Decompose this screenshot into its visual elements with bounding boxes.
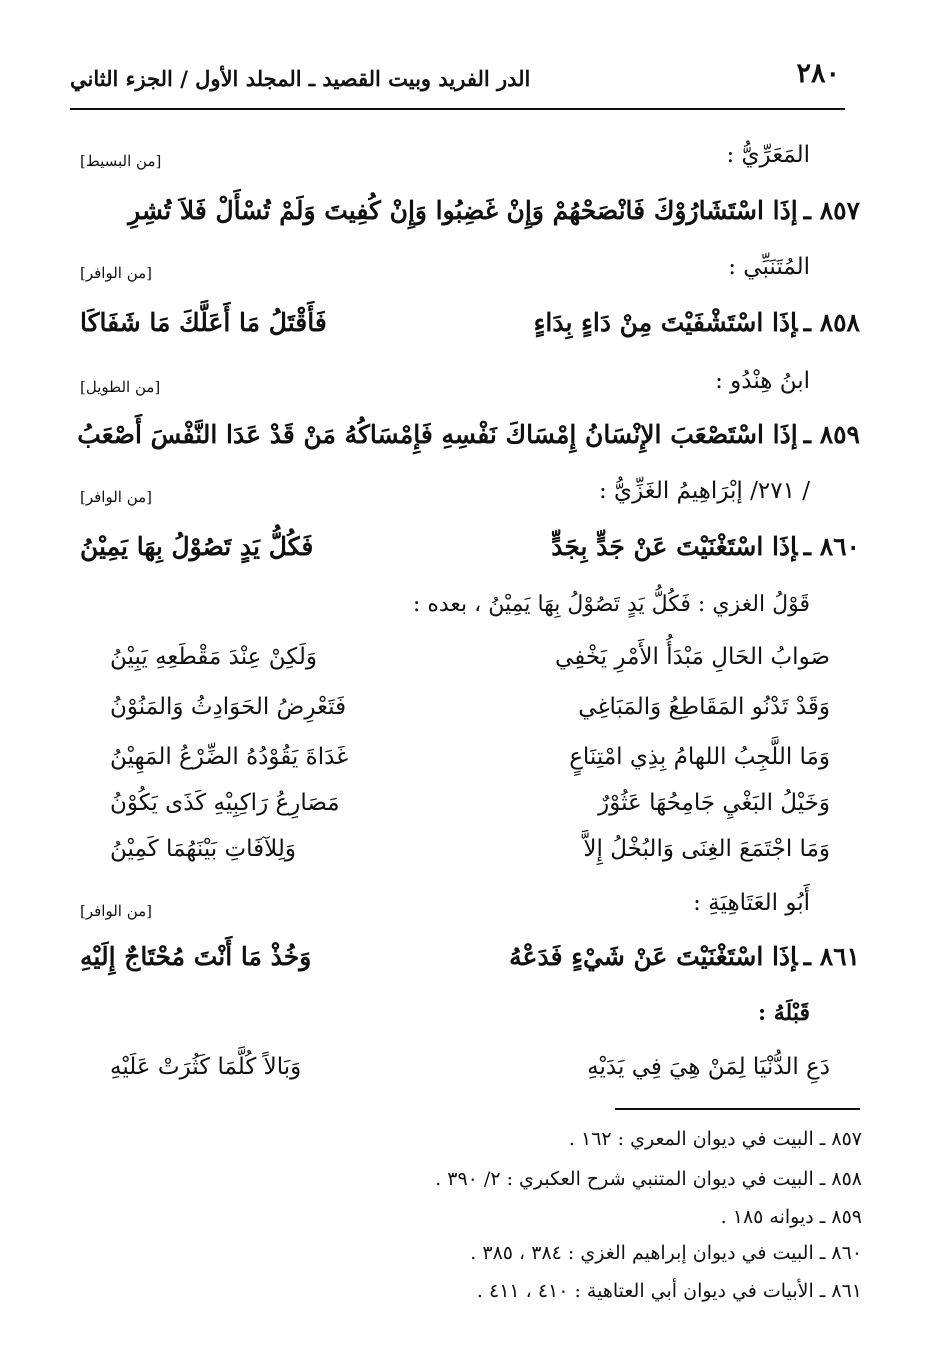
poet-name: أَبُو العَتَاهِيَةِ : (693, 890, 810, 916)
verse-number: ٨٦٠ ـ (803, 532, 860, 561)
poem-row (110, 694, 830, 720)
hemistich-text: إذَا اسْتَشْفَيْتَ مِنْ دَاءٍ بِدَاءٍ (533, 308, 798, 337)
hemistich-left: وَبَالاً كُلَّمَا كَثُرَتْ عَلَيْهِ (110, 1054, 302, 1080)
poet-name: / ٢٧١/ إبْرَاهِيمُ الغَزِّيُّ : (599, 478, 810, 504)
verse-861 (80, 942, 860, 971)
verse-859 (77, 420, 860, 449)
hemistich-left: غَدَاةَ يَقُوْدُهُ الضِّرْعُ المَهِيْنُ (110, 744, 349, 770)
running-header: الدر الفريد وبيت القصيد ـ المجلد الأول / الجزء الثاني (70, 66, 531, 91)
footnote: ٨٥٨ ـ البيت في ديوان المتنبي شرح العكبري : ٢/ ٣٩٠ . (435, 1168, 862, 1190)
footnote: ٨٥٧ ـ البيت في ديوان المعري : ١٦٢ . (568, 1128, 862, 1150)
hemistich-left: وَلِلآفَاتِ بَيْنَهُمَا كَمِيْنُ (110, 836, 296, 862)
page-number: ٢٨٠ (796, 58, 840, 89)
meter-label: [من الوافر] (80, 488, 153, 506)
hemistich-right: وَمَا اللَّجِبُ اللهامُ بِذِي امْتِنَاعٍ (569, 744, 830, 770)
poet-name: ابنُ هِنْدُو : (715, 368, 810, 394)
verse-text: إذَا اسْتَشَارُوْكَ فَانْصَحْهُمْ وَإِنْ غَضِبُوا وَإِنْ كُفِيتَ وَلَمْ تُسْأَلْ فَلاَ تُشِرِ (128, 196, 798, 225)
before-label: قَبْلَهُ : (757, 1000, 810, 1026)
verse-first-hemistich (509, 942, 860, 971)
hemistich-text: إذَا اسْتَغْنَيْتَ عَنْ شَيْءٍ فَدَعْهُ (509, 942, 798, 971)
hemistich-right: دَعِ الدُّنْيَا لِمَنْ هِيَ فِي يَدَيْهِ (587, 1054, 830, 1080)
hemistich-left: مَصَارِعُ رَاكِبِيْهِ كَذَى يَكُوْنُ (110, 790, 340, 816)
verse-858 (80, 308, 860, 337)
poet-name: المَعَرِّيُّ : (726, 142, 810, 168)
verse-first-hemistich (551, 532, 860, 561)
meter-label: [من البسيط] (80, 152, 162, 170)
verse-number: ٨٦١ ـ (803, 942, 860, 971)
hemistich-right: وَمَا اجْتَمَعَ الغِنَى وَالبُخْلُ إِلاَّ (583, 836, 830, 862)
hemistich-left: وَلَكِنْ عِنْدَ مَقْطَعِهِ يَبِيْنُ (110, 644, 318, 670)
footnote-rule (615, 1108, 860, 1110)
poem-row (110, 744, 830, 770)
hemistich-text: إذَا اسْتَغْنَيْتَ عَنْ جَدٍّ بِجَدٍّ (551, 532, 798, 561)
poem-row (110, 790, 830, 816)
verse-number: ٨٥٨ ـ (803, 308, 860, 337)
verse-number: ٨٥٧ ـ (803, 196, 860, 225)
verse-second-hemistich: فَأَقْتَلُ مَا أَعَلَّكَ مَا شَفَاكَا (80, 308, 327, 337)
verse-860 (80, 532, 860, 561)
hemistich-right: صَوابُ الحَالِ مَبْدَأُ الأَمْرِ يَخْفِي (555, 644, 830, 670)
footnote: ٨٦١ ـ الأبيات في ديوان أبي العتاهية : ٤١٠ ، ٤١١ . (476, 1280, 862, 1302)
footnote: ٨٦٠ ـ البيت في ديوان إبراهيم الغزي : ٣٨٤ ، ٣٨٥ . (470, 1242, 862, 1264)
hemistich-right: وَخَيْلُ البَغْيِ جَامِحُهَا عَثُوْرٌ (598, 790, 830, 816)
verse-number: ٨٥٩ ـ (803, 420, 860, 449)
hemistich-left: فَتَعْرِضُ الحَوَادِثُ وَالمَنُوْنُ (110, 694, 347, 720)
verse-first-hemistich (534, 308, 860, 337)
verse-text: إذَا اسْتَصْعَبَ الإِنْسَانُ إِمْسَاكَ نَفْسِهِ فَإِمْسَاكُهُ مَنْ قَدْ عَدَا النَّفْسَ أَصْعَبُ (77, 420, 798, 449)
poem-row (110, 644, 830, 670)
commentary-note: قَوْلُ الغزي : فَكُلُّ يَدٍ تَصُوْلُ بِهَا يَمِيْنُ ، بعده : (412, 592, 810, 617)
meter-label: [من الوافر] (80, 902, 153, 920)
verse-second-hemistich: وَخُذْ مَا أَنْتَ مُحْتَاجٌ إِلَيْهِ (80, 942, 312, 971)
poem-row (110, 1054, 830, 1080)
verse-second-hemistich: فَكُلُّ يَدٍ تَصُوْلُ بِهَا يَمِيْنُ (80, 532, 314, 561)
hemistich-right: وَقَدْ تَدْنُو المَقَاطِعُ وَالمَبَاغِي (578, 694, 830, 720)
verse-857 (80, 196, 860, 225)
meter-label: [من الوافر] (80, 264, 153, 282)
footnote: ٨٥٩ ـ ديوانه ١٨٥ . (720, 1206, 862, 1228)
poem-row (110, 836, 830, 862)
header-rule (70, 108, 845, 110)
poet-name: المُتَنَبِّي : (728, 254, 810, 280)
meter-label: [من الطويل] (80, 378, 161, 396)
